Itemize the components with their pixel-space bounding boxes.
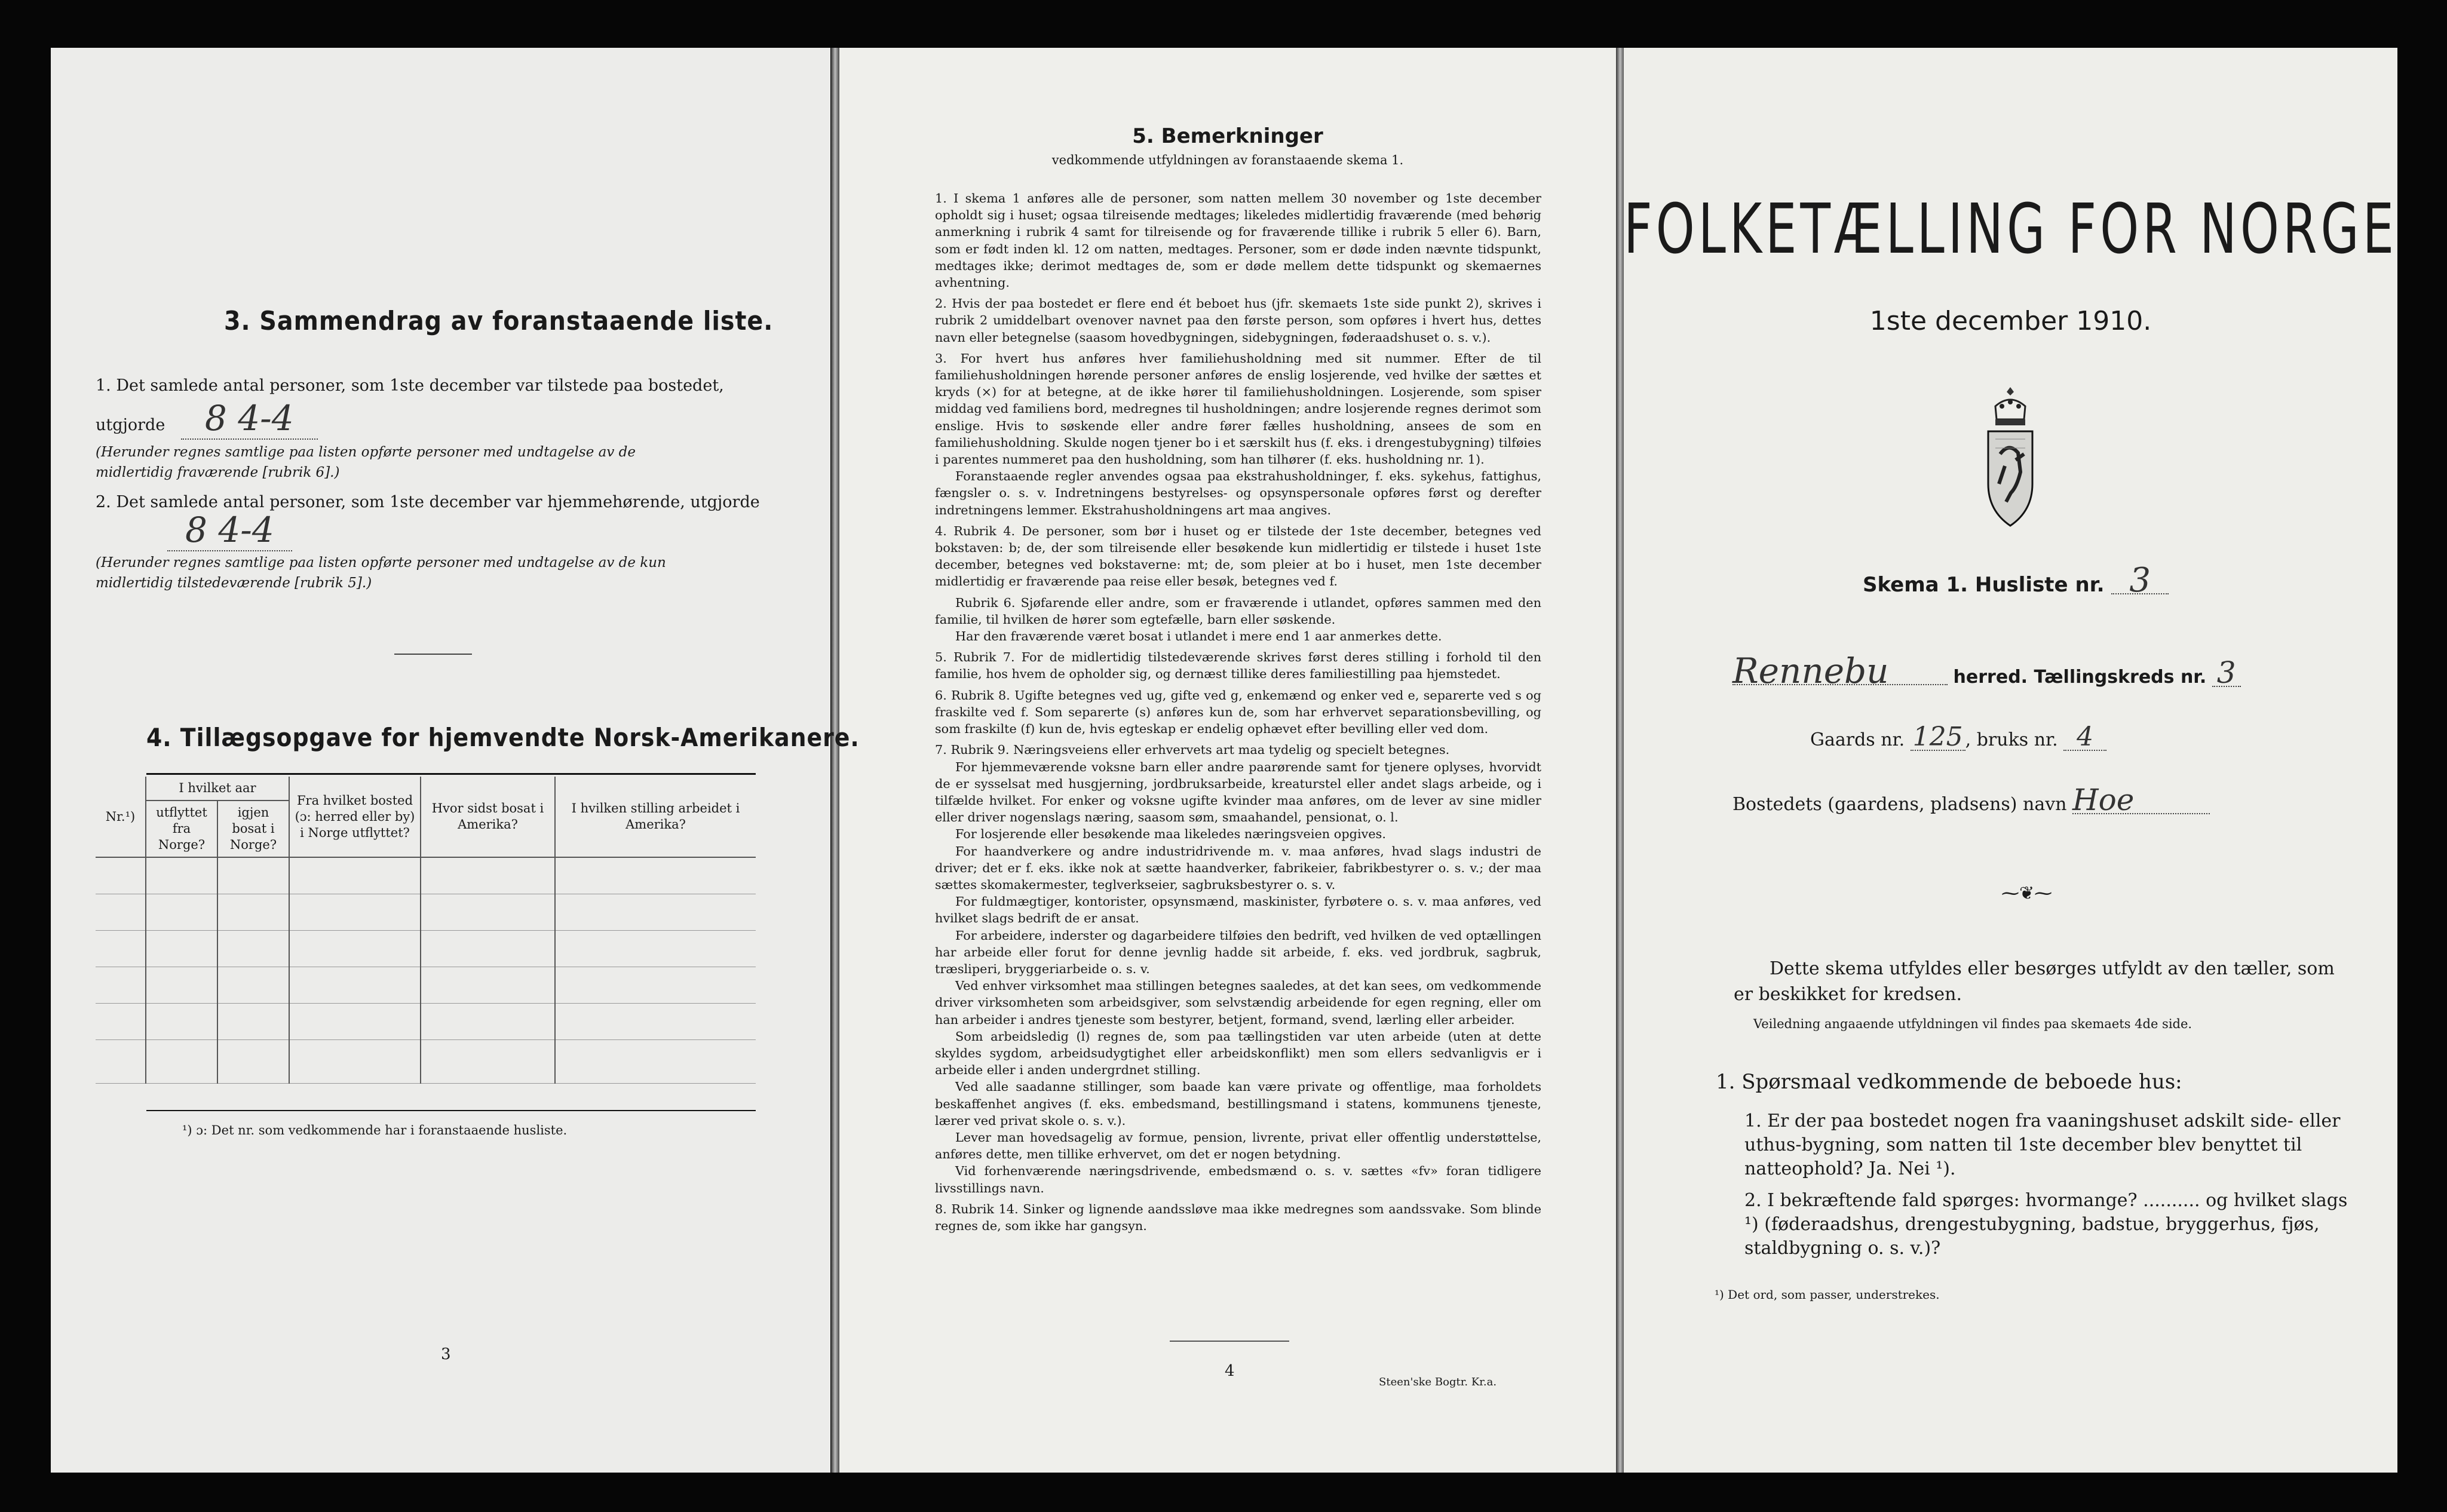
summary-item-1-note: (Herunder regnes samtlige paa listen opførte personer med undtagelse av de midlertidig fraværende [rubrik 6].) bbox=[96, 444, 636, 480]
herred-label: herred. Tællingskreds nr. bbox=[1953, 667, 2207, 688]
binding-gutter bbox=[831, 48, 839, 1473]
col-from-bosted: Fra hvilket bosted (ɔ: herred eller by) i Norge utflyttet? bbox=[289, 777, 421, 857]
page-number-4: 4 bbox=[1225, 1362, 1235, 1380]
remarks-title: 5. Bemerkninger bbox=[1132, 124, 1323, 148]
section-4-title: 4. Tillægsopgave for hjemvendte Norsk-Amerikanere. bbox=[146, 723, 860, 752]
col-group-year: I hvilket aar bbox=[146, 777, 289, 801]
remark-7-b: For losjerende eller besøkende maa likeledes næringsveien opgives. bbox=[955, 827, 1386, 842]
remark-7: 7. Rubrik 9. Næringsveiens eller erhvervets art maa tydelig og specielt betegnes. bbox=[935, 743, 1450, 757]
summary-item-2-handwritten: 8 4-4 bbox=[167, 510, 292, 551]
husliste-nr-handwritten: 3 bbox=[2111, 568, 2169, 594]
table-bottom-rule bbox=[146, 1110, 756, 1111]
remark-4: 4. Rubrik 4. De personer, som bør i huset og er tilstede der 1ste december, betegnes ved bokstaven: b; de, der som tilreisende eller besøkende kun midlertidig er tilstede i huset 1ste december, betegnes ved bokstaverne: mt; de, som pleier at bo i huset, men 1ste december midlertidig er fraværende paa reise eller besøk, betegnes ved f. bbox=[935, 523, 1541, 589]
summary-item-2-text: 2. Det samlede antal personer, som 1ste december var hjemmehørende, utgjorde bbox=[96, 493, 760, 511]
question-1: 1. Er der paa bostedet nogen fra vaaningshuset adskilt side- eller uthus-bygning, som natten til 1ste december blev benyttet til natteophold? Ja. Nei ¹). bbox=[1744, 1111, 2341, 1179]
table-row bbox=[96, 967, 756, 1004]
bosted-label: Bostedets (gaardens, pladsens) navn bbox=[1732, 794, 2067, 815]
remark-4-cont: Har den fraværende været bosat i utlandet i mere end 1 aar anmerkes dette. bbox=[955, 629, 1442, 644]
divider bbox=[394, 654, 472, 655]
printer-credit: Steen'ske Bogtr. Kr.a. bbox=[1379, 1376, 1497, 1388]
questions-title: 1. Spørsmaal vedkommende de beboede hus: bbox=[1716, 1070, 2182, 1094]
coat-of-arms-icon bbox=[1982, 382, 2039, 532]
summary-item-1-label: utgjorde bbox=[96, 416, 165, 434]
remarks-text bbox=[935, 190, 1541, 1238]
remark-7-g: Som arbeidsledig (l) regnes de, som paa tællingstiden var uten arbeide (uten at dette skyldes sygdom, arbeidsudygtighet eller arbeidskonflikt) men som ellers sedvanligvis er i arbeide eller i anden undergrdnet stilling. bbox=[935, 1029, 1541, 1078]
remark-7-h: Ved alle saadanne stillinger, som baade kan være private og offentlige, maa forholdets beskaffenhet angives (f. eks. embedsmand, bestillingsmand i statens, kommunens tjeneste, lærer ved privat skole o. s. v.). bbox=[935, 1079, 1541, 1128]
remarks-subtitle: vedkommende utfyldningen av foranstaaende skema 1. bbox=[1051, 153, 1404, 167]
table-row bbox=[96, 931, 756, 967]
binding-gutter bbox=[1616, 48, 1624, 1473]
page3-footnote: ¹) Det ord, som passer, understrekes. bbox=[1715, 1287, 1940, 1302]
summary-item-2 bbox=[96, 490, 759, 593]
col-nr: Nr.¹) bbox=[96, 777, 146, 857]
col-igjen-bosat: igjen bosat i Norge? bbox=[217, 801, 289, 857]
remark-3-cont: Foranstaaende regler anvendes ogsaa paa ekstrahusholdninger, f. eks. sykehus, fattighus, fængsler o. s. v. Indretningens bestyrelses- og opsynspersonale opføres først og derefter indretningens lemmer. Ekstrahusholdningens art maa angives. bbox=[935, 469, 1541, 517]
bosted-handwritten: Hoe bbox=[2072, 787, 2210, 814]
table-row bbox=[96, 857, 756, 894]
table-row bbox=[96, 1004, 756, 1040]
remark-2: 2. Hvis der paa bostedet er flere end ét beboet hus (jfr. skemaets 1ste side punkt 2), skrives i rubrik 2 umiddelbart ovenover navnet paa den første person, som opføres i hvert hus, dettes navn eller betegnelse (saasom hovedbygningen, sidebygningen, føderaadshuset o. s. v.). bbox=[935, 296, 1541, 345]
remark-1: 1. I skema 1 anføres alle de personer, som natten mellem 30 november og 1ste december opholdt sig i huset; ogsaa tilreisende medtages; likeledes midlertidig fraværende (med behørig anmerkning i rubrik 4 samt for tilreisende og for fraværende tillike i rubrik 5 eller 6). Barn, som er født inden kl. 12 om natten, medtages. Personer, som er døde inden nævnte tidspunkt, medtages ikke; derimot medtages de, som er døde mellem dette tidspunkt og skemaernes avhentning. bbox=[935, 191, 1541, 290]
kreds-nr-handwritten: 3 bbox=[2212, 660, 2241, 687]
census-date: 1ste december 1910. bbox=[1869, 306, 2152, 336]
remark-7-c: For haandverkere og andre industridrivende m. v. maa anføres, hvad slags industri de driver; det er f. eks. ikke nok at sætte haandverker, fabrikeier, fabrikbestyrer o. s. v.; der maa sættes skomakermester, teglverkseier, sagbruksbestyrer o. s. v. bbox=[935, 844, 1541, 892]
table-row bbox=[96, 1040, 756, 1084]
section-3-title: 3. Sammendrag av foranstaaende liste. bbox=[224, 306, 774, 336]
page-3-left bbox=[51, 48, 830, 1473]
census-title: FOLKETÆLLING FOR NORGE bbox=[1624, 189, 2397, 269]
remark-3: 3. For hvert hus anføres hver familiehusholdning med sit nummer. Efter de til familiehusholdningen hørende personer anføres de enslig losjerende, ved hvilke der sættes et kryds (×) for at betegne, at de ikke hører til familiehusholdningen. Losjerende, som spiser middag ved familiens bord, medregnes til husholdningen; andre losjerende regnes derimot som enslige. Hvis to søskende eller andre fører fælles husholdning, ansees de som en familiehusholdning. Skulde nogen tjener bo i et særskilt hus (f. eks. i drengestubygning) tilføies i parentes nummeret paa den husholdning, som han tilhører (f. eks. husholdning nr. 1). bbox=[935, 351, 1541, 467]
remark-6: 6. Rubrik 8. Ugifte betegnes ved ug, gifte ved g, enkemænd og enker ved e, separerte ved s og fraskilte ved f. Som separerte (s) anføres kun de, som har erhvervet separationsbevilling, og som fraskilte (f) kun de, hvis egteskap er endelig ophævet efter bevilling eller ved dom. bbox=[935, 688, 1541, 737]
remark-7-j: Vid forhenværende næringsdrivende, embedsmænd o. s. v. sættes «fv» foran tidligere livsstillings navn. bbox=[935, 1164, 1541, 1195]
col-last-bosat: Hvor sidst bosat i Amerika? bbox=[421, 777, 555, 857]
divider bbox=[1170, 1341, 1289, 1342]
table-footnote: ¹) ɔ: Det nr. som vedkommende har i foranstaaende husliste. bbox=[182, 1123, 568, 1137]
summary-item-1-handwritten: 8 4-4 bbox=[181, 398, 318, 440]
remark-7-i: Lever man hovedsagelig av formue, pension, livrente, privat eller offentlig understøttelse, anføres dette, men tillike erhvervet, om det er nogen betydning. bbox=[935, 1130, 1541, 1162]
col-stilling: I hvilken stilling arbeidet i Amerika? bbox=[555, 777, 756, 857]
remark-8: 8. Rubrik 14. Sinker og lignende aandssløve maa ikke medregnes som aandssvake. Som blinde regnes de, som ikke har gangsyn. bbox=[935, 1201, 1541, 1233]
instruction-text: Dette skema utfyldes eller besørges utfyldt av den tæller, som er beskikket for kredsen. bbox=[1734, 958, 2335, 1005]
gaards-nr-handwritten: 125 bbox=[1911, 724, 1965, 751]
bruks-label: , bruks nr. bbox=[1965, 729, 2058, 750]
summary-item-2-note: (Herunder regnes samtlige paa listen opførte personer med undtagelse av de kun midlertidig tilstedeværende [rubrik 5].) bbox=[96, 555, 666, 591]
bruks-nr-handwritten: 4 bbox=[2063, 724, 2106, 751]
remark-7-e: For arbeidere, inderster og dagarbeidere tilføies den bedrift, ved hvilken de ved optællingen har arbeide eller forut for denne jevnlig hadde sit arbeide, f. eks. ved jordbruk, sagbruk, træsliperi, bryggeriarbeide o. s. v. bbox=[935, 928, 1541, 976]
col-utflyttet: utflyttet fra Norge? bbox=[146, 801, 217, 857]
summary-item-1-text: 1. Det samlede antal personer, som 1ste december var tilstede paa bostedet, bbox=[96, 376, 724, 395]
herred-handwritten: Rennebu bbox=[1732, 658, 1948, 685]
summary-item-1 bbox=[96, 373, 759, 483]
instruction-small: Veiledning angaaende utfyldningen vil findes paa skemaets 4de side. bbox=[1753, 1017, 2193, 1031]
table-top-rule bbox=[146, 773, 756, 775]
gaards-label: Gaards nr. bbox=[1810, 729, 1905, 750]
norsk-amerikanere-table bbox=[96, 777, 756, 1084]
remark-7-d: For fuldmægtiger, kontorister, opsynsmænd, maskinister, fyrbøtere o. s. v. maa anføres, ved hvilket slags bedrift de er ansat. bbox=[935, 894, 1541, 926]
question-2: 2. I bekræftende fald spørges: hvormange? .......... og hvilket slags ¹) (føderaadshus, drengestubygning, badstue, bryggerhus, fjøs, staldbygning o. s. v.)? bbox=[1744, 1190, 2348, 1259]
remark-4-rubrik6: Rubrik 6. Sjøfarende eller andre, som er fraværende i utlandet, opføres sammen med den familie, til hvilken de hører som egtefælle, barn eller søskende. bbox=[935, 595, 1541, 627]
remark-7-a: For hjemmeværende voksne barn eller andre paarørende samt for tjenere oplyses, hvorvidt de er sysselsat med husgjerning, jordbruksarbeide, kreaturstel eller andet slags arbeide, og i tilfælde hvilket. For enker og voksne ugifte kvinder maa anføres, om de lever av sine midler eller driver nogenslags næring, saasom søm, smaahandel, pensionat, o. l. bbox=[935, 759, 1541, 825]
page-number-3: 3 bbox=[441, 1345, 451, 1363]
remark-7-f: Ved enhver virksomhet maa stillingen betegnes saaledes, at det kan sees, om vedkommende driver virksomheten som arbeidsgiver, som selvstændig arbeidende for egen regning, eller om han arbeider i andres tjeneste som bestyrer, betjent, formand, svend, lærling eller arbeider. bbox=[935, 979, 1541, 1027]
skema-label: Skema 1. Husliste nr. bbox=[1863, 573, 2105, 597]
ornament-icon: ⁓❦⁓ bbox=[2001, 883, 2053, 904]
table-row bbox=[96, 894, 756, 931]
remark-5: 5. Rubrik 7. For de midlertidig tilstedeværende skrives først deres stilling i forhold til den familie, hos hvem de opholder sig, og dernæst tillike deres familiestilling paa hjemstedet. bbox=[935, 650, 1541, 682]
